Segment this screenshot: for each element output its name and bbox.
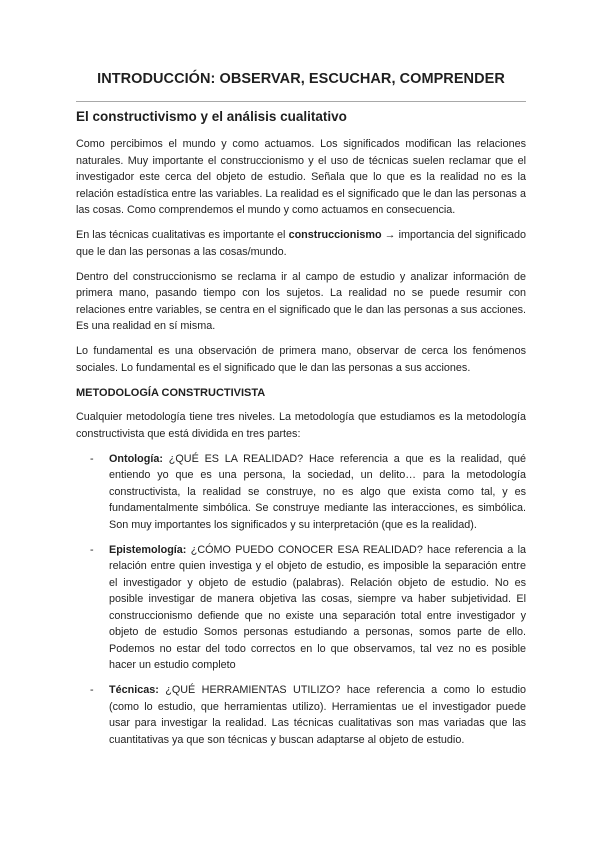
bullet-dash: -: [90, 543, 94, 556]
list-text: ¿QUÉ HERRAMIENTAS UTILIZO? hace referencia a como lo estudio (como lo estudio, que herramientas utilizo). Herramientas ue el investigador puede usar para investigar la realidad. Las técnicas cualitativas son mas variadas que las cuantitativas ya que son técnicas y buscan adaptarse al objeto de estudio.: [109, 684, 526, 746]
paragraph-text: En las técnicas cualitativas es importante el: [76, 229, 289, 241]
paragraph: Dentro del construccionismo se reclama ir al campo de estudio y analizar información de primera mano, pasando tiempo con los sujetos. La realidad no se puede resumir con relaciones entre variables, se centra en el significado que le dan las personas a sus acciones. Es una realidad en sí misma.: [76, 270, 526, 332]
document-body: [76, 136, 526, 757]
paragraph-text: → importancia del significado que le dan las personas a las cosas/mundo.: [76, 229, 527, 258]
paragraph: Lo fundamental es una observación de primera mano, observar de cerca los fenómenos sociales. Lo fundamental es el significado que le dan las personas a sus acciones.: [76, 345, 526, 374]
bullet-dash: -: [90, 452, 94, 465]
levels-list: [76, 451, 526, 749]
subheading: METODOLOGÍA CONSTRUCTIVISTA: [76, 386, 266, 399]
list-item: [76, 451, 526, 534]
list-item: [76, 542, 526, 674]
list-term: Técnicas:: [109, 684, 159, 696]
list-item: [76, 682, 526, 748]
page-title: INTRODUCCIÓN: OBSERVAR, ESCUCHAR, COMPRENDER: [97, 71, 505, 87]
list-text: ¿CÓMO PUEDO CONOCER ESA REALIDAD? hace referencia a la relación entre quien investiga y el objeto de estudio, es imposible la separación entre el investigador y objeto de estudio (palabras). Relación objeto de estudio. No es posible investigar de manera objetiva las cosas, siempre va haber subjetividad. El construccionismo defiende que no existe una separación total entre investigador y objeto de estudio Somos personas estudiando a personas, somos parte de ello. Podemos no estar del todo correctos en lo que observamos, tal vez no es posible hacer un estudio completo: [109, 543, 526, 671]
paragraph: Como percibimos el mundo y como actuamos. Los significados modifican las relaciones naturales. Muy importante el construccionismo y el uso de técnicas suelen reclamar que el investigador este cerca del objeto de estudio. Señala que lo que es la realidad no es la relación estadística entre las variables. La realidad es el significado que le dan las personas a las cosas. Como comprendemos el mundo y como actuamos en consecuencia.: [76, 138, 526, 216]
bullet-dash: -: [90, 684, 94, 696]
list-text: ¿QUÉ ES LA REALIDAD? Hace referencia a que es la realidad, qué entiendo yo que es una persona, la sociedad, un delito… para la metodología constructivista, la realidad se construye, no es algo que exista como tal, y es fundamentalmente simbólica. Se construye mediante las interacciones, es simbólica. Son muy importantes los significados y su interpretación (que es la realidad).: [109, 452, 526, 531]
title-divider: [76, 101, 526, 102]
paragraph: Cualquier metodología tiene tres niveles. La metodología que estudiamos es la metodología constructivista que está dividida en tres partes:: [76, 411, 526, 440]
list-term: Ontología:: [109, 452, 163, 465]
section-heading: El constructivismo y el análisis cualitativo: [76, 109, 347, 124]
bold-term: construccionismo: [288, 229, 382, 241]
paragraph: [76, 227, 526, 260]
list-term: Epistemología:: [109, 543, 187, 556]
